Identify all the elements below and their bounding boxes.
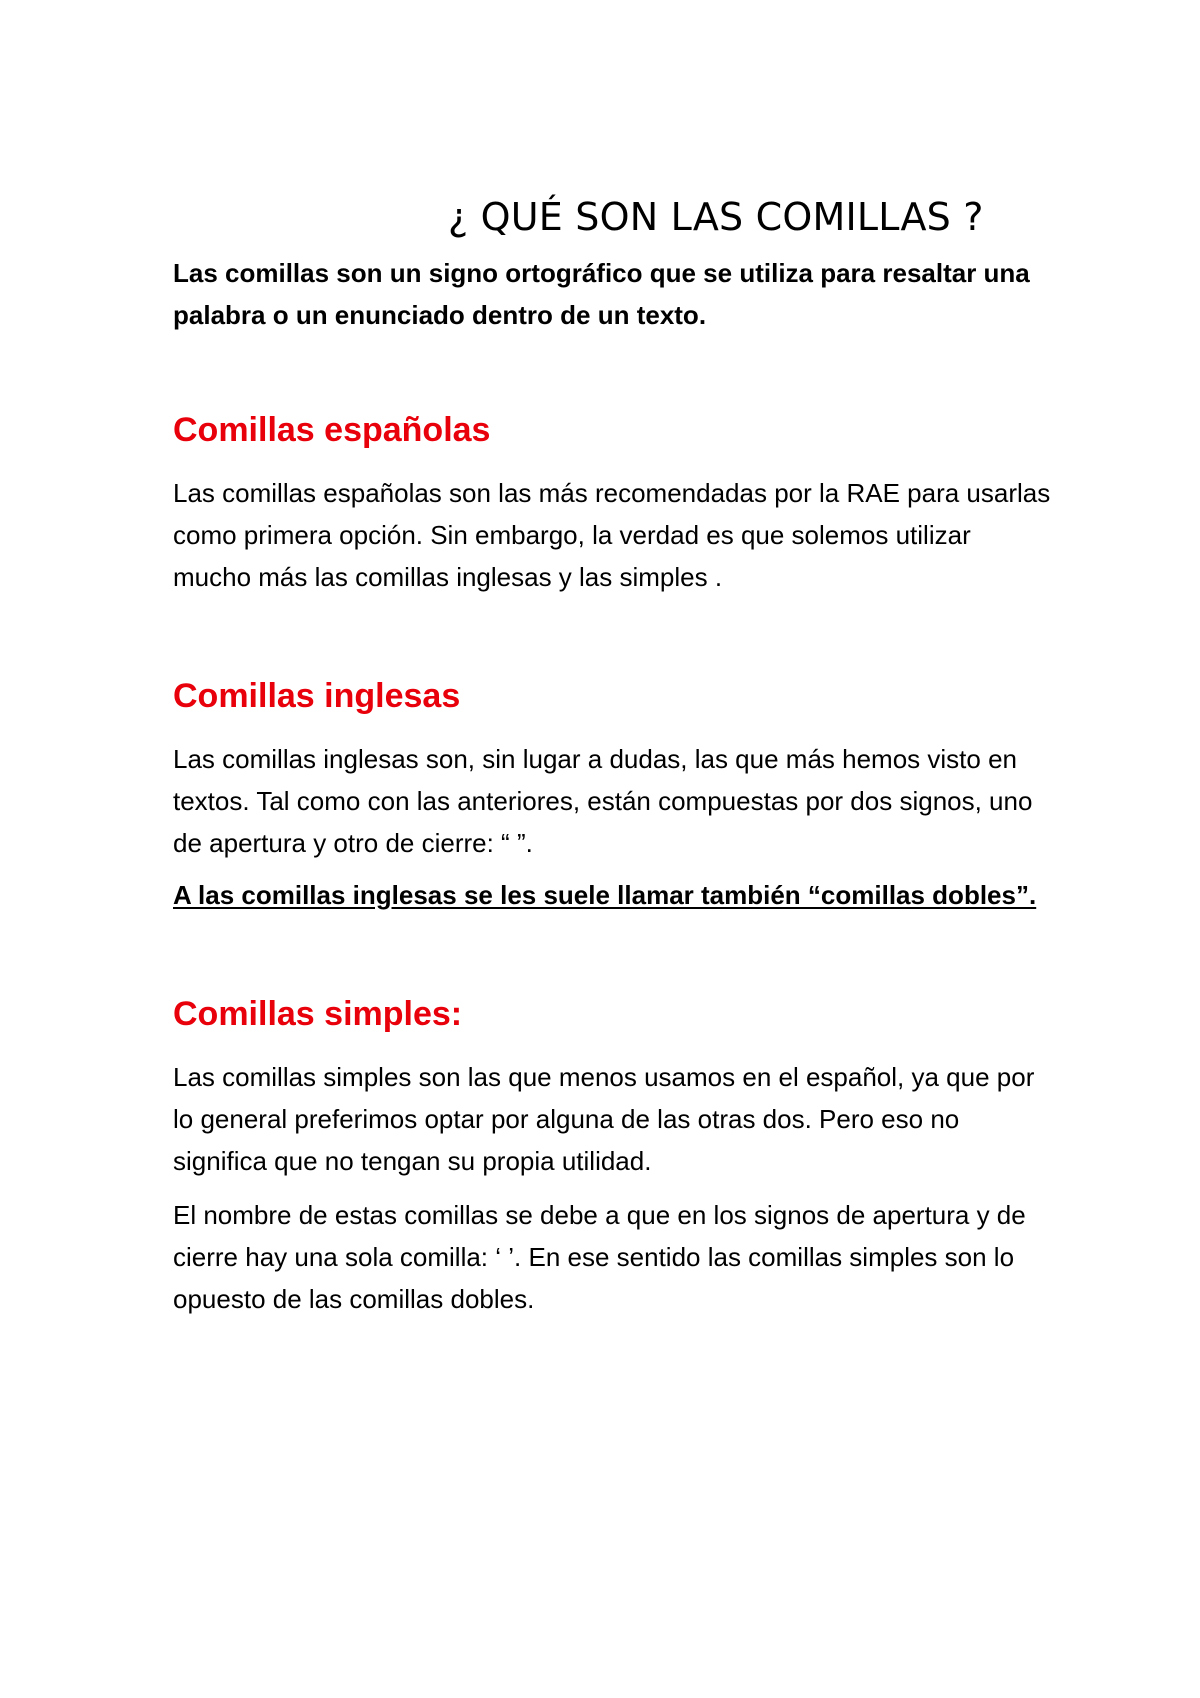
section-espanolas-paragraph: Las comillas españolas son las más recomendadas por la RAE para usarlas como primera opción. Sin embargo, la verdad es que solemos utilizar mucho más las comillas inglesas y las simples . bbox=[173, 478, 1051, 592]
section-heading-inglesas: Comillas inglesas bbox=[173, 677, 461, 715]
section-inglesas-paragraph: Las comillas inglesas son, sin lugar a dudas, las que más hemos visto en textos. Tal como con las anteriores, están compuestas por dos signos, uno de apertura y otro de cierre: “ ”. bbox=[173, 744, 1033, 858]
document-body bbox=[173, 190, 1053, 1320]
section-heading-espanolas: Comillas españolas bbox=[173, 411, 491, 449]
document-title: ¿ QUÉ SON LAS COMILLAS ? bbox=[448, 195, 984, 239]
section-simples-paragraph-2: El nombre de estas comillas se debe a que en los signos de apertura y de cierre hay una sola comilla: ‘ ’. En ese sentido las comillas simples son lo opuesto de las comillas dobles. bbox=[173, 1200, 1026, 1314]
section-heading-simples: Comillas simples: bbox=[173, 995, 463, 1033]
section-inglesas-emphasis: A las comillas inglesas se les suele llamar también “comillas dobles”. bbox=[173, 880, 1037, 910]
intro-paragraph: Las comillas son un signo ortográfico que se utiliza para resaltar una palabra o un enunciado dentro de un texto. bbox=[173, 258, 1030, 330]
section-simples-paragraph-1: Las comillas simples son las que menos usamos en el español, ya que por lo general preferimos optar por alguna de las otras dos. Pero eso no significa que no tengan su propia utilidad. bbox=[173, 1062, 1035, 1176]
